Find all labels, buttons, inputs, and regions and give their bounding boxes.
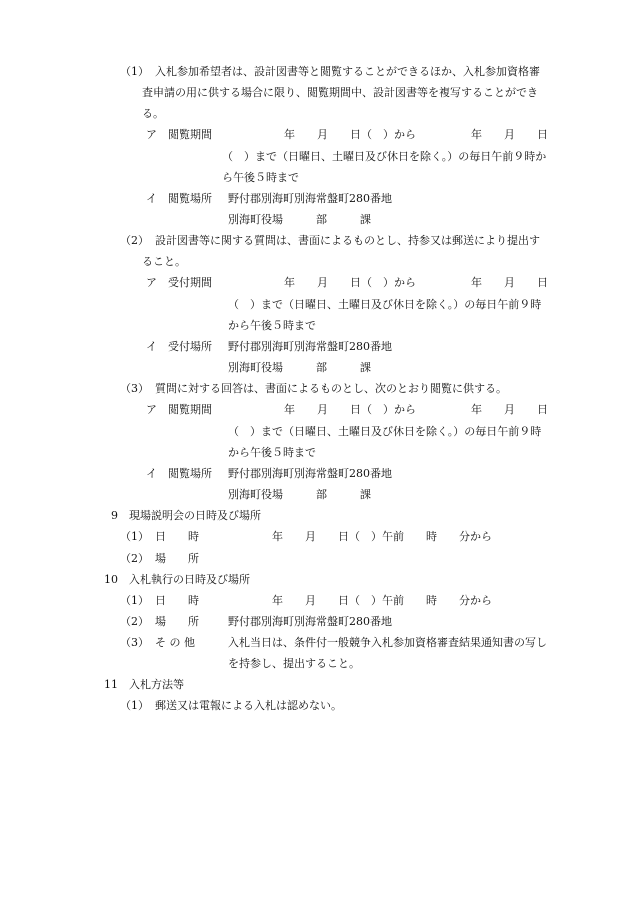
paragraph-line: ること。 [142, 255, 186, 268]
office-line: 別海町役場 部 課 [228, 213, 371, 226]
item-number: （1） [120, 530, 149, 543]
date-range-line: 年 月 日（ ）から 年 月 日 [284, 276, 548, 289]
item-label: 日 時 [155, 594, 199, 607]
sub-item-label: ア 閲覧期間 [146, 403, 212, 416]
paragraph-line: （ ）まで（日曜日、土曜日及び休日を除く。）の毎日午前９時か [222, 150, 547, 163]
address-line: 野付郡別海町別海常盤町280番地 [228, 340, 392, 353]
sub-item-label: イ 受付場所 [146, 340, 212, 353]
address-line: 野付郡別海町別海常盤町280番地 [228, 467, 392, 480]
address-line: 野付郡別海町別海常盤町280番地 [228, 615, 392, 628]
item-number: （2） [120, 615, 149, 628]
item-number: （2） [120, 552, 149, 565]
paragraph-line: から午後５時まで [228, 319, 316, 332]
item-number: （2） [120, 234, 149, 247]
sub-item-label: ア 閲覧期間 [146, 128, 212, 141]
item-label: そ の 他 [155, 636, 195, 649]
paragraph-line: ら午後５時まで [222, 171, 299, 184]
datetime-line: 年 月 日（ ）午前 時 分から [272, 594, 492, 607]
section-heading: 9 現場説明会の日時及び場所 [111, 509, 261, 522]
item-label: 日 時 [155, 530, 199, 543]
item-number: （3） [120, 636, 149, 649]
sub-item-label: ア 受付期間 [146, 276, 212, 289]
paragraph-line: 入札参加希望者は、設計図書等と閲覧することができるほか、入札参加資格審 [155, 65, 540, 78]
paragraph-line: 査申請の用に供する場合に限り、閲覧期間中、設計図書等を複写することができ [142, 86, 538, 99]
item-number: （3） [120, 382, 149, 395]
item-number: （1） [120, 699, 149, 712]
paragraph-line: （ ）まで（日曜日、土曜日及び休日を除く。）の毎日午前９時 [228, 425, 542, 438]
paragraph-line: から午後５時まで [228, 446, 316, 459]
address-line: 野付郡別海町別海常盤町280番地 [228, 192, 392, 205]
paragraph-line: を持参し、提出すること。 [228, 657, 360, 670]
item-number: （1） [120, 594, 149, 607]
office-line: 別海町役場 部 課 [228, 361, 371, 374]
item-number: （1） [120, 65, 149, 78]
paragraph-line: （ ）まで（日曜日、土曜日及び休日を除く。）の毎日午前９時 [228, 298, 542, 311]
paragraph-line: る。 [142, 107, 164, 120]
paragraph-line: 郵送又は電報による入札は認めない。 [155, 699, 342, 712]
paragraph-line: 質問に対する回答は、書面によるものとし、次のとおり閲覧に供する。 [155, 382, 507, 395]
date-range-line: 年 月 日（ ）から 年 月 日 [284, 128, 548, 141]
sub-item-label: イ 閲覧場所 [146, 467, 212, 480]
datetime-line: 年 月 日（ ）午前 時 分から [272, 530, 492, 543]
sub-item-label: イ 閲覧場所 [146, 192, 212, 205]
date-range-line: 年 月 日（ ）から 年 月 日 [284, 403, 548, 416]
paragraph-line: 設計図書等に関する質問は、書面によるものとし、持参又は郵送により提出す [155, 234, 540, 247]
section-heading: 11 入札方法等 [104, 678, 184, 691]
section-heading: 10 入札執行の日時及び場所 [104, 573, 250, 586]
item-label: 場 所 [155, 552, 199, 565]
office-line: 別海町役場 部 課 [228, 488, 371, 501]
paragraph-line: 入札当日は、条件付一般競争入札参加資格審査結果通知書の写し [228, 636, 547, 649]
item-label: 場 所 [155, 615, 199, 628]
